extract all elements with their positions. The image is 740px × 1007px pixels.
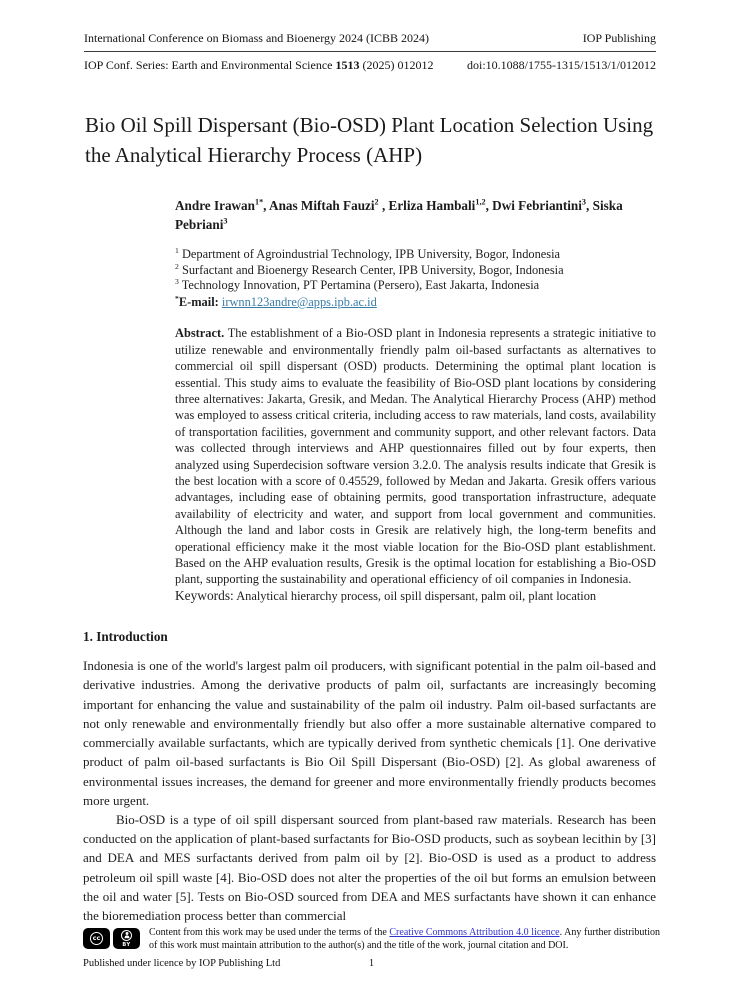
byline-block bbox=[175, 197, 656, 604]
keywords-label: Keywords: bbox=[175, 587, 234, 603]
author-list bbox=[175, 197, 656, 234]
journal-header bbox=[84, 31, 656, 73]
conference-name: International Conference on Biomass and Bioenergy 2024 (ICBB 2024) bbox=[84, 31, 430, 45]
author-name: Siska Pebriani bbox=[175, 198, 623, 232]
author-separator: , bbox=[586, 198, 593, 213]
abstract-text: The establishment of a Bio-OSD plant in Indonesia represents a strategic initiative to utilize renewable and environmentally friendly palm oil-based surfactants as alternatives to commercial oil spill dispersant (OSD) products. Determining the optimal plant location is essential. This study aims to evaluate the feasibility of Bio-OSD plant locations by considering three alternatives: Jakarta, Gresik, and Medan. The Analytical Hierarchy Process (AHP) method was employed to assess critical criteria, including access to raw materials, land costs, availability of transportation facilities, government and community support, and other relevant factors. Data was collected through interviews and AHP questionnaires filled out by four experts, then analyzed using Superdecision software version 3.2.0. The analysis results indicate that Gresik is the best location with a score of 0.45529, followed by Medan and Jakarta. Gresik offers various advantages, including ease of obtaining permits, good transportation infrastructure, adequate availability of electricity and water, and support from local government and communities. Although the land and labor costs in Gresik are relatively high, the long-term benefits and operational efficiency make it the most viable location for the Bio-OSD plant establishment. Based on the AHP evaluation results, Gresik is the optimal location for establishing a Bio-OSD plant, supporting the sustainability and operational efficiency of oil companies in Indonesia. bbox=[175, 326, 657, 587]
affiliation-marker: 2 bbox=[175, 261, 179, 271]
keywords-row bbox=[175, 588, 656, 604]
header-row-citation bbox=[84, 52, 656, 73]
by-label: BY bbox=[122, 941, 131, 948]
published-statement: Published under licence by IOP Publishing Ltd bbox=[83, 958, 281, 969]
affiliation-marker: 1 bbox=[175, 245, 179, 255]
cc-circle-icon: cc bbox=[90, 932, 103, 945]
abstract bbox=[175, 325, 656, 588]
affiliation bbox=[175, 247, 656, 263]
published-row bbox=[83, 957, 660, 970]
author-separator: , bbox=[378, 198, 389, 213]
author bbox=[492, 198, 592, 213]
email-label: E-mail: bbox=[178, 294, 219, 309]
journal-series: IOP Conf. Series: Earth and Environmental Science bbox=[84, 58, 333, 72]
intro-paragraph-1: Indonesia is one of the world's largest palm oil producers, with significant potential in the palm oil-based and derivative industries. Among the derivative products of palm oil, surfactants are increasingly becoming important for enhancing the value and sustainability of the palm oil industry. Palm oil-based surfactants are not only renewable and environmentally friendly but also offer a more sustainable alternative compared to commercially available surfactants, which are typically derived from synthetic chemicals [1]. One derivative product of palm oil-based surfactants is Bio Oil Spill Dispersant (Bio-OSD) [2]. As global awareness of environmental issues increases, the demand for greener and more environmentally friendly products becomes more urgent. bbox=[83, 658, 656, 808]
affiliation bbox=[175, 278, 656, 294]
journal-citation bbox=[84, 58, 434, 73]
intro-paragraph-2: Bio-OSD is a type of oil spill dispersant sourced from plant-based raw materials. Research has been conducted on the application of plant-based surfactants for Bio-OSD products, such as soybean lecithin by [3] and DEA and MES surfactants derived from palm oil by [2]. Bio-OSD is used as a product to address petroleum oil spill waste [4]. Bio-OSD does not alter the properties of the oil but forms an emulsion between the oil and water [5]. Tests on Bio-OSD sourced from DEA and MES surfactants have shown it can enhance the bioremediation process better than commercial bbox=[83, 811, 656, 923]
paper-title: Bio Oil Spill Dispersant (Bio-OSD) Plant Location Selection Using the Analytical Hierarchy Process (AHP) bbox=[85, 113, 654, 167]
license-suffix: . Any further distribution of this work must maintain attribution to the author(s) and the title of the work, journal citation and DOI. bbox=[149, 927, 660, 951]
abstract-label: Abstract. bbox=[175, 326, 225, 341]
section-heading-introduction: 1. Introduction bbox=[83, 629, 168, 645]
author bbox=[389, 198, 493, 213]
author-affil-marker: 2 bbox=[374, 197, 379, 207]
author-name: Anas Miftah Fauzi bbox=[269, 198, 375, 213]
author-separator: , bbox=[485, 198, 493, 213]
affiliation bbox=[175, 263, 656, 279]
email-row bbox=[175, 295, 656, 311]
license-badges bbox=[83, 926, 140, 952]
author-affil-marker: 1,2 bbox=[475, 197, 486, 207]
license-text bbox=[149, 926, 660, 952]
doi: doi:10.1088/1755-1315/1513/1/012012 bbox=[467, 58, 656, 72]
author-affil-marker: 3 bbox=[223, 216, 228, 226]
affiliation-text: Surfactant and Bioenergy Research Center, IPB University, Bogor, Indonesia bbox=[181, 262, 564, 277]
license-row bbox=[83, 926, 660, 952]
author-name: Andre Irawan bbox=[175, 198, 255, 213]
keywords-text: Analytical hierarchy process, oil spill dispersant, palm oil, plant location bbox=[236, 588, 597, 603]
journal-issue: (2025) 012012 bbox=[362, 58, 434, 72]
author bbox=[175, 198, 269, 213]
publisher-name: IOP Publishing bbox=[582, 31, 656, 45]
email-link[interactable]: irwnn123andre@apps.ipb.ac.id bbox=[221, 294, 377, 309]
author-separator: , bbox=[263, 198, 270, 213]
email-marker: * bbox=[175, 293, 179, 303]
affiliation-text: Technology Innovation, PT Pertamina (Persero), East Jakarta, Indonesia bbox=[181, 278, 540, 293]
page-footer bbox=[83, 926, 660, 970]
cc-by-icon bbox=[113, 928, 140, 949]
author-name: Dwi Febriantini bbox=[492, 198, 582, 213]
author-name: Erliza Hambali bbox=[388, 198, 476, 213]
creative-commons-icon bbox=[83, 928, 110, 949]
author bbox=[269, 198, 388, 213]
journal-volume: 1513 bbox=[335, 58, 360, 72]
author-affil-marker: 1* bbox=[255, 197, 264, 207]
affiliation-list bbox=[175, 247, 656, 310]
affiliation-text: Department of Agroindustrial Technology, IPB University, Bogor, Indonesia bbox=[181, 247, 561, 261]
person-icon bbox=[121, 930, 132, 941]
license-prefix: Content from this work may be used under the terms of the bbox=[149, 927, 390, 938]
header-row-conference bbox=[84, 31, 656, 52]
affiliation-marker: 3 bbox=[175, 277, 179, 287]
page-number: 1 bbox=[368, 958, 375, 969]
cc-licence-link[interactable]: Creative Commons Attribution 4.0 licence bbox=[389, 927, 560, 938]
author-affil-marker: 3 bbox=[581, 197, 587, 207]
